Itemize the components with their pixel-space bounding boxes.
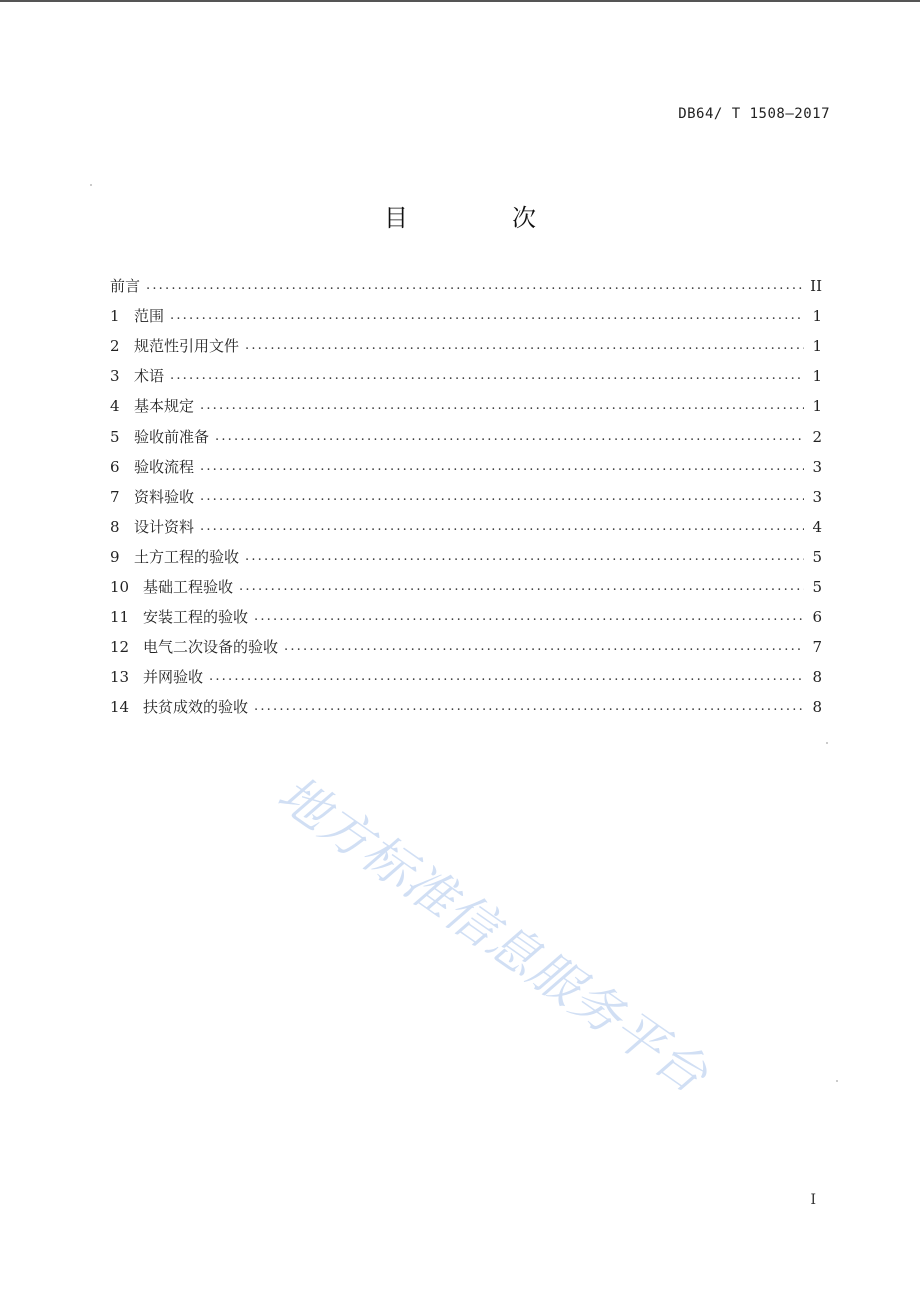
toc-entry-8[interactable] — [110, 512, 822, 542]
toc-leader-dots — [200, 517, 804, 537]
page-number: I — [810, 1192, 816, 1208]
toc-leader-dots — [200, 457, 804, 477]
toc-leader-dots — [209, 667, 804, 687]
toc-entry-number: 13 — [110, 668, 130, 687]
toc-entry-number: 2 — [110, 337, 120, 356]
toc-leader-dots — [170, 306, 804, 326]
watermark: 地方标准信息服务平台 — [267, 764, 719, 1105]
toc-entry-12[interactable] — [110, 632, 822, 662]
toc-entry-foreword[interactable] — [110, 271, 822, 301]
toc-leader-dots — [245, 336, 804, 356]
toc-leader-dots — [200, 487, 804, 507]
toc-entry-page: 8 — [812, 698, 822, 717]
toc-leader-dots — [239, 577, 804, 597]
toc-entry-title: 土方工程的验收 — [134, 547, 240, 566]
toc-entry-title: 验收流程 — [134, 457, 195, 476]
toc-entry-5[interactable] — [110, 421, 822, 451]
toc-entry-6[interactable] — [110, 452, 822, 482]
scan-speck — [836, 1080, 838, 1082]
toc-entry-number: 12 — [110, 638, 130, 657]
top-border-rule — [0, 0, 920, 2]
toc-entry-title: 基本规定 — [134, 397, 195, 416]
toc-entry-page: 1 — [812, 397, 822, 416]
toc-leader-dots — [254, 607, 804, 627]
toc-entry-page: 6 — [812, 608, 822, 627]
toc-entry-page: 7 — [812, 638, 822, 657]
toc-entry-page: 2 — [812, 427, 822, 446]
toc-entry-page: 5 — [812, 547, 822, 566]
toc-entry-title: 规范性引用文件 — [134, 337, 240, 356]
toc-entry-page: 3 — [812, 487, 822, 506]
toc-entry-page: 3 — [812, 457, 822, 476]
toc-entry-1[interactable] — [110, 301, 822, 331]
toc-entry-page: 5 — [812, 577, 822, 596]
toc-leader-dots — [245, 547, 804, 567]
toc-entry-title: 扶贫成效的验收 — [143, 698, 249, 717]
toc-entry-13[interactable] — [110, 662, 822, 692]
toc-entry-title: 术语 — [134, 367, 165, 386]
toc-entry-page: 1 — [812, 337, 822, 356]
toc-entry-title: 前言 — [110, 277, 141, 296]
toc-leader-dots — [254, 697, 804, 717]
toc-entry-title: 基础工程验收 — [143, 577, 234, 596]
toc-entry-title: 设计资料 — [134, 517, 195, 536]
toc-leader-dots — [200, 396, 804, 416]
toc-entry-number: 1 — [110, 307, 120, 326]
toc-entry-number: 10 — [110, 577, 130, 596]
scan-speck — [826, 742, 828, 744]
toc-leader-dots — [170, 366, 804, 386]
toc-leader-dots — [146, 276, 804, 296]
toc-leader-dots — [215, 427, 804, 447]
toc-entry-page: 4 — [812, 517, 822, 536]
toc-title: 目 次 — [384, 204, 576, 232]
scan-speck — [90, 184, 92, 186]
toc-entry-title: 安装工程的验收 — [143, 608, 249, 627]
toc-entry-9[interactable] — [110, 542, 822, 572]
toc-entry-title: 范围 — [134, 307, 165, 326]
toc-leader-dots — [284, 637, 804, 657]
toc-entry-page: 8 — [812, 668, 822, 687]
toc-entry-page: II — [810, 277, 822, 296]
toc-entry-4[interactable] — [110, 391, 822, 421]
toc-entry-3[interactable] — [110, 361, 822, 391]
toc-entry-title: 并网验收 — [143, 668, 204, 687]
toc-entry-14[interactable] — [110, 692, 822, 722]
toc-entry-number: 3 — [110, 367, 120, 386]
table-of-contents — [110, 271, 822, 722]
toc-entry-number: 5 — [110, 427, 120, 446]
toc-entry-title: 资料验收 — [134, 487, 195, 506]
toc-entry-number: 14 — [110, 698, 130, 717]
toc-entry-number: 7 — [110, 487, 120, 506]
toc-entry-number: 8 — [110, 517, 120, 536]
toc-entry-7[interactable] — [110, 482, 822, 512]
toc-entry-number: 6 — [110, 457, 120, 476]
toc-entry-page: 1 — [812, 307, 822, 326]
toc-entry-page: 1 — [812, 367, 822, 386]
standard-number: DB64/ T 1508—2017 — [678, 106, 830, 122]
toc-entry-number: 11 — [110, 608, 130, 627]
toc-entry-title: 电气二次设备的验收 — [143, 638, 279, 657]
toc-entry-title: 验收前准备 — [134, 427, 210, 446]
toc-entry-number: 4 — [110, 397, 120, 416]
toc-entry-10[interactable] — [110, 572, 822, 602]
toc-entry-11[interactable] — [110, 602, 822, 632]
toc-entry-2[interactable] — [110, 331, 822, 361]
toc-entry-number: 9 — [110, 547, 120, 566]
